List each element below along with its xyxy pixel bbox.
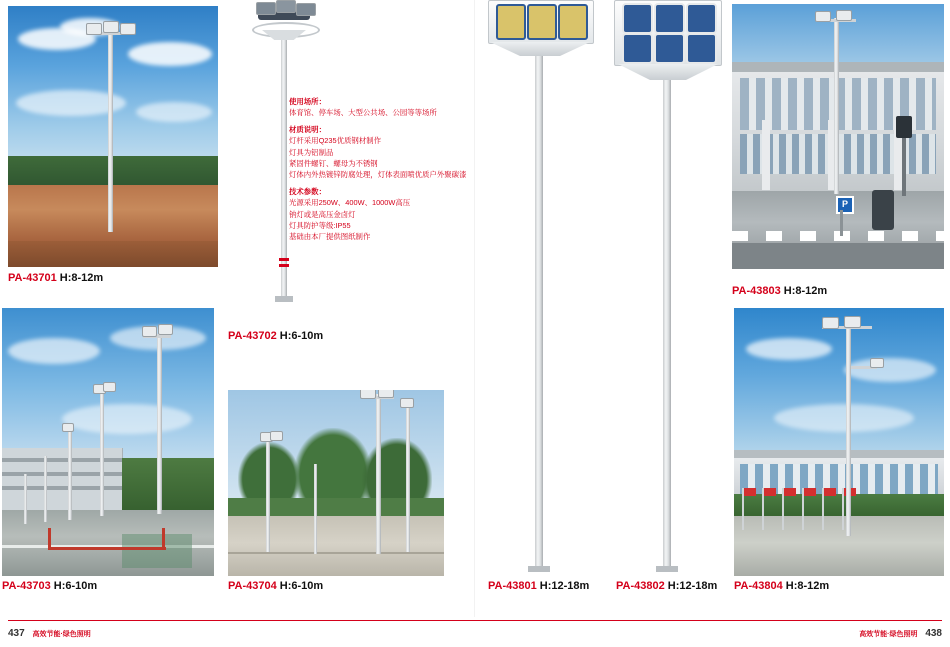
footer-tag-right: 高效节能·绿色照明 bbox=[859, 631, 918, 638]
footer-divider bbox=[8, 620, 942, 621]
spec-line: 钠灯或是高压金卤灯 bbox=[289, 209, 356, 219]
flag bbox=[744, 488, 756, 496]
product-code: PA-43701 bbox=[8, 272, 57, 284]
pole-marker-band bbox=[279, 258, 289, 261]
housing-taper bbox=[490, 42, 590, 56]
building-roof-edge bbox=[734, 450, 944, 458]
court-railing-post bbox=[162, 528, 165, 550]
spec-heading-usage: 使用场所： bbox=[289, 97, 326, 106]
flood-lamp-head bbox=[296, 3, 316, 16]
cloud-shape bbox=[844, 358, 936, 382]
traffic-signal-head bbox=[896, 116, 912, 138]
product-caption-pa-43703 bbox=[2, 580, 97, 592]
light-pole bbox=[406, 404, 410, 552]
product-caption-pa-43704 bbox=[228, 580, 323, 592]
flood-lamp-head bbox=[622, 3, 653, 34]
spec-line: 基础由本厂提供图纸制作 bbox=[289, 232, 371, 242]
product-height: H:6-10m bbox=[53, 580, 98, 592]
building-band bbox=[2, 458, 122, 462]
flood-lamp-head bbox=[120, 23, 136, 35]
spec-line: 灯杆采用Q235优质钢材制作 bbox=[289, 136, 381, 146]
cloud-shape bbox=[62, 404, 192, 434]
flood-lamp-head bbox=[270, 431, 283, 441]
light-pole bbox=[44, 456, 47, 522]
product-code: PA-43801 bbox=[488, 580, 537, 592]
flag bbox=[824, 488, 836, 496]
building-column bbox=[762, 120, 770, 190]
light-pole bbox=[108, 32, 113, 232]
pole-marker-band bbox=[279, 264, 289, 267]
court-green-area bbox=[122, 534, 192, 568]
product-caption-pa-43801 bbox=[488, 580, 589, 592]
flood-lamp-head bbox=[378, 390, 394, 398]
building-band bbox=[2, 486, 122, 490]
spec-heading-material: 材质说明： bbox=[289, 124, 326, 134]
flood-lamp-head bbox=[103, 21, 119, 33]
page-number-left: 437 bbox=[8, 628, 25, 639]
flood-lamp-head bbox=[654, 3, 685, 34]
product-height: H:12-18m bbox=[667, 580, 718, 592]
light-pole bbox=[846, 324, 851, 536]
flood-lamp-head bbox=[158, 324, 173, 335]
product-photo-pa-43802 bbox=[606, 0, 730, 576]
plaza-paving bbox=[734, 516, 944, 576]
specification-panel bbox=[289, 96, 474, 243]
product-code: PA-43804 bbox=[734, 580, 783, 592]
flood-lamp-head bbox=[496, 4, 526, 40]
foreground-road bbox=[732, 243, 944, 269]
product-photo-pa-43703 bbox=[2, 308, 214, 576]
flood-lamp-head bbox=[400, 398, 414, 408]
spec-line: 光源采用250W、400W、1000W高压 bbox=[289, 198, 411, 208]
spec-heading-technical: 技术参数： bbox=[289, 186, 326, 196]
product-caption-pa-43804 bbox=[734, 580, 829, 592]
cloud-shape bbox=[128, 42, 212, 66]
flood-lamp-head bbox=[622, 33, 653, 64]
parking-sign: P bbox=[836, 196, 854, 214]
foreground-soil bbox=[8, 241, 218, 267]
flood-lamp-head bbox=[527, 4, 557, 40]
product-caption-pa-43803 bbox=[732, 285, 827, 297]
light-pole bbox=[24, 474, 27, 524]
flood-lamp-head bbox=[686, 3, 717, 34]
plaza-paving bbox=[228, 516, 444, 576]
flood-lamp-head bbox=[870, 358, 884, 368]
spread-gutter bbox=[474, 0, 475, 617]
product-photo-pa-43801 bbox=[478, 0, 602, 576]
product-height: H:12-18m bbox=[539, 580, 590, 592]
flood-lamp-head bbox=[276, 0, 296, 13]
product-photo-pa-43803 bbox=[732, 4, 944, 269]
light-pole bbox=[663, 80, 671, 572]
folio-right bbox=[854, 628, 942, 639]
flood-lamp-head bbox=[815, 11, 831, 22]
flood-lamp-head bbox=[62, 423, 74, 432]
product-caption-pa-43702 bbox=[228, 330, 323, 342]
info-kiosk bbox=[872, 190, 894, 230]
building-band bbox=[2, 472, 122, 476]
flood-lamp-head bbox=[654, 33, 685, 64]
spec-line: 灯具为铝制品 bbox=[289, 147, 334, 157]
cloud-shape bbox=[746, 338, 832, 360]
product-height: H:6-10m bbox=[279, 330, 324, 342]
pine-tree bbox=[294, 428, 372, 506]
pole-base-plate bbox=[656, 566, 678, 572]
flood-lamp-head bbox=[142, 326, 157, 337]
light-pole bbox=[266, 438, 270, 552]
product-code: PA-43803 bbox=[732, 285, 781, 297]
light-pole bbox=[68, 428, 72, 520]
product-code: PA-43802 bbox=[616, 580, 665, 592]
flag bbox=[764, 488, 776, 496]
product-height: H:6-10m bbox=[279, 580, 324, 592]
tree-line bbox=[122, 458, 214, 512]
flood-lamp-head bbox=[844, 316, 861, 328]
product-height: H:8-12m bbox=[59, 272, 104, 284]
flood-lamp-head bbox=[256, 2, 276, 15]
pole-base-plate bbox=[275, 296, 293, 302]
product-code: PA-43702 bbox=[228, 330, 277, 342]
spec-line: 灯体内外热镀锌防腐处理，灯体表面喷优质户外聚碳漆 bbox=[289, 170, 467, 180]
pole-base-plate bbox=[528, 566, 550, 572]
flood-lamp-head bbox=[86, 23, 102, 35]
sign-post bbox=[840, 210, 843, 236]
product-height: H:8-12m bbox=[783, 285, 828, 297]
cloud-shape bbox=[136, 102, 212, 122]
product-photo-pa-43704 bbox=[228, 390, 444, 576]
light-pole bbox=[157, 334, 162, 514]
housing-taper bbox=[618, 64, 718, 80]
paving-joint bbox=[228, 552, 444, 554]
product-photo-pa-43701 bbox=[8, 6, 218, 267]
crown-cone bbox=[262, 30, 306, 40]
light-pole bbox=[281, 40, 287, 302]
footer-tag-left: 高效节能·绿色照明 bbox=[32, 631, 91, 638]
product-photo-pa-43804 bbox=[734, 308, 944, 576]
light-pole bbox=[834, 18, 839, 194]
product-code: PA-43704 bbox=[228, 580, 277, 592]
court-railing-post bbox=[48, 528, 51, 550]
light-pole bbox=[535, 56, 543, 572]
flood-lamp-head bbox=[558, 4, 588, 40]
flood-lamp-head bbox=[686, 33, 717, 64]
page-number-right: 438 bbox=[925, 628, 942, 639]
product-code: PA-43703 bbox=[2, 580, 51, 592]
spec-line: 体育馆、停车场、大型公共场、公园等等场所 bbox=[289, 108, 437, 118]
product-caption-pa-43802 bbox=[616, 580, 717, 592]
flood-lamp-head bbox=[836, 10, 852, 21]
light-pole bbox=[376, 394, 381, 554]
product-height: H:8-12m bbox=[785, 580, 830, 592]
light-pole bbox=[314, 464, 317, 554]
cloud-shape bbox=[774, 404, 914, 432]
flood-lamp-head bbox=[103, 382, 116, 392]
road-marking bbox=[732, 231, 944, 241]
flag bbox=[784, 488, 796, 496]
spec-line: 灯具防护等级:IP55 bbox=[289, 221, 351, 231]
folio-left bbox=[8, 628, 96, 639]
flag bbox=[804, 488, 816, 496]
flood-lamp-head bbox=[360, 390, 376, 399]
spec-line: 紧固件螺钉、螺母为不锈钢 bbox=[289, 159, 378, 169]
cloud-shape bbox=[8, 338, 100, 364]
product-caption-pa-43701 bbox=[8, 272, 103, 284]
flood-lamp-head bbox=[822, 317, 839, 329]
light-pole bbox=[100, 390, 104, 516]
court-railing bbox=[48, 547, 166, 550]
